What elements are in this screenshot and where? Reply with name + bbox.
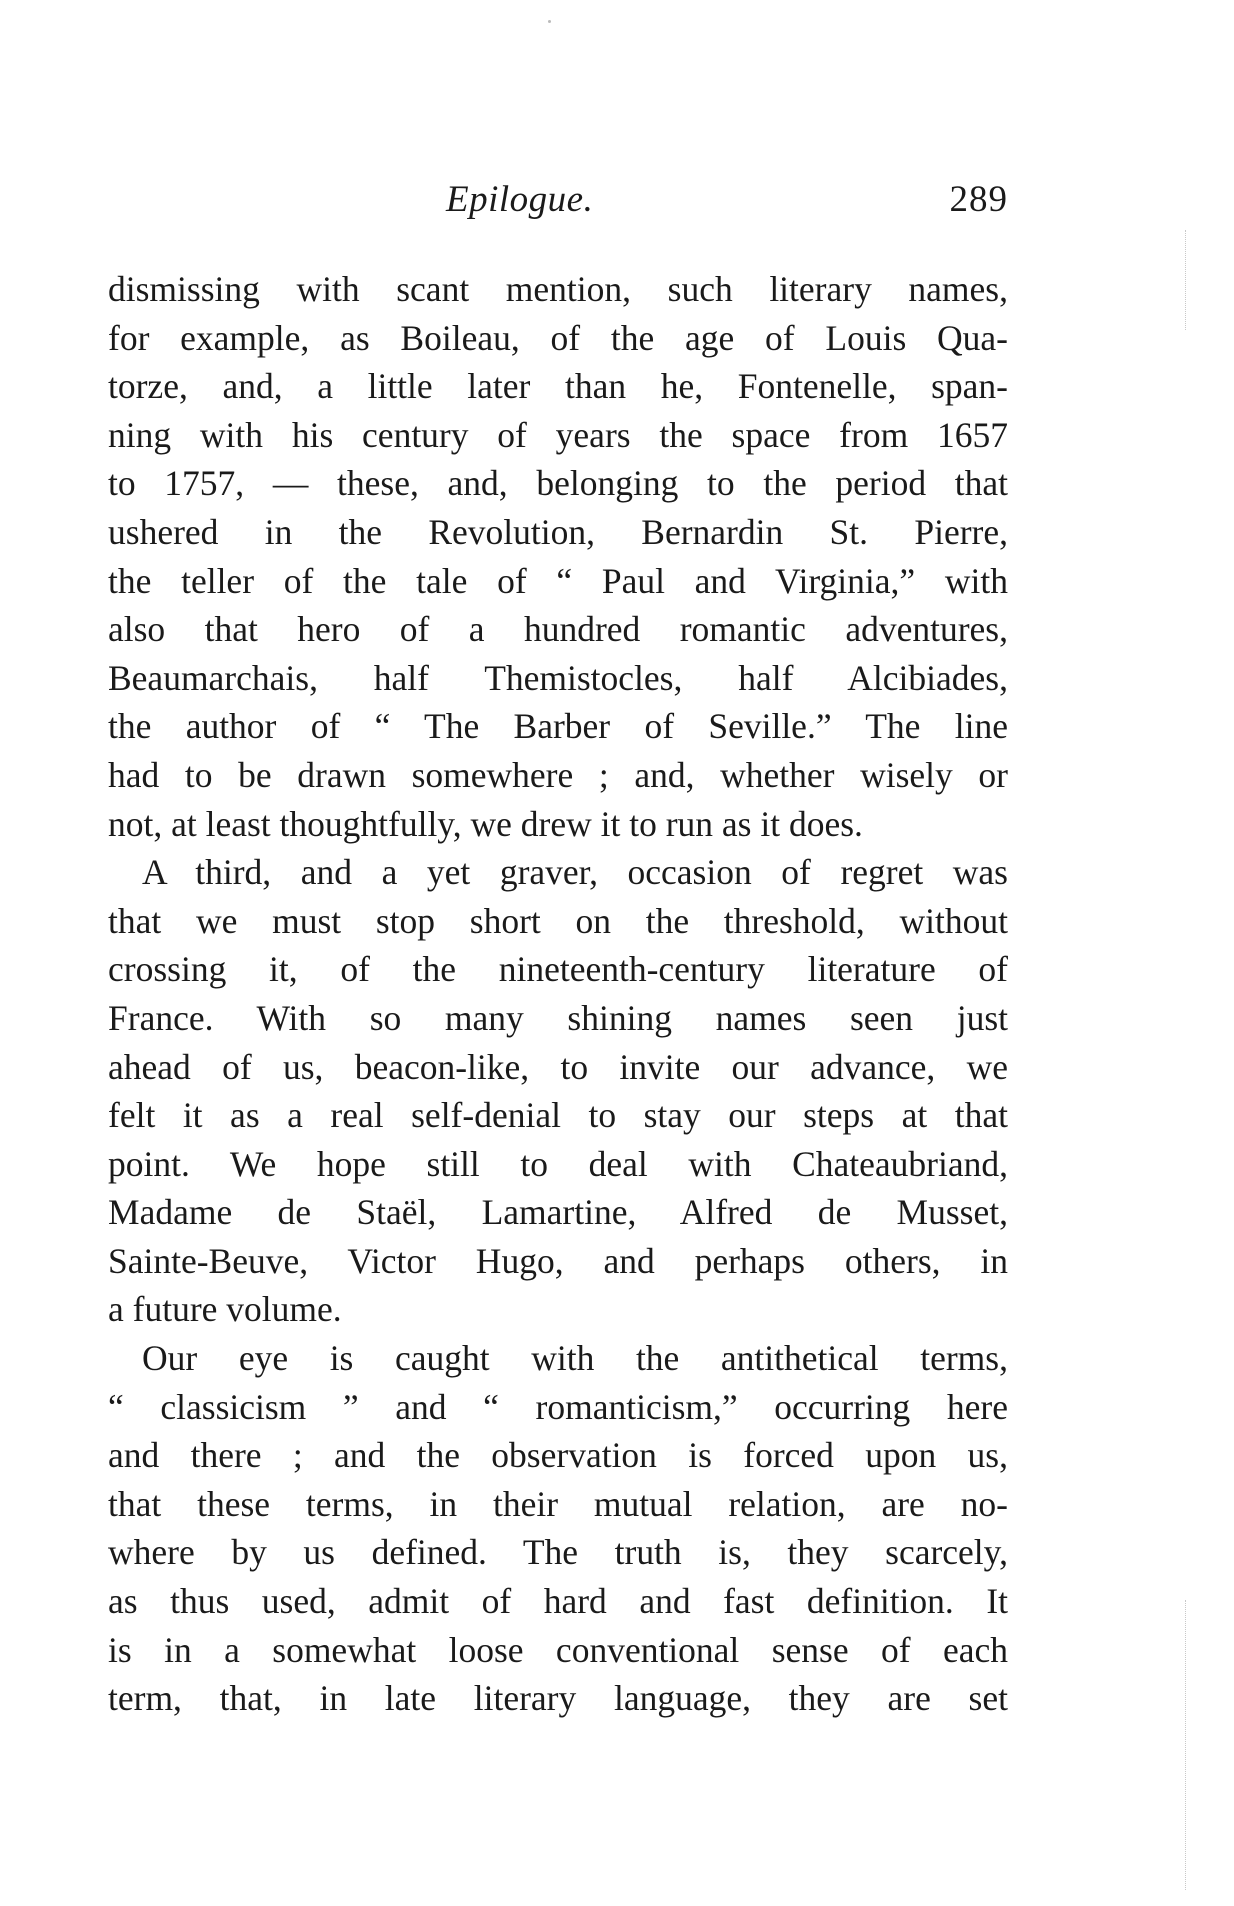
text-line: crossing it, of the nineteenth-century literature of (108, 949, 1008, 990)
text-line: is in a somewhat loose conventional sense of each (108, 1629, 1008, 1670)
text-line: a future volume. (108, 1289, 342, 1330)
text-line: and there ; and the observation is forced upon us, (108, 1435, 1008, 1476)
text-line: Sainte-Beuve, Victor Hugo, and perhaps others, in (108, 1240, 1008, 1281)
text-line: that these terms, in their mutual relation, are no- (108, 1483, 1008, 1524)
text-line: where by us defined. The truth is, they scarcely, (108, 1532, 1008, 1573)
paper-speck (548, 20, 551, 23)
text-line: the author of “ The Barber of Seville.” The line (108, 706, 1008, 747)
text-line: point. We hope still to deal with Chateaubriand, (108, 1143, 1008, 1184)
text-line: term, that, in late literary language, they are set (108, 1678, 1008, 1719)
text-line: that we must stop short on the threshold, without (108, 900, 1008, 941)
text-line: the teller of the tale of “ Paul and Virginia,” with (108, 560, 1008, 601)
text-line: France. With so many shining names seen just (108, 997, 1008, 1038)
page-number: 289 (949, 179, 1008, 220)
text-line: felt it as a real self-denial to stay our steps at that (108, 1095, 1008, 1136)
text-line: ushered in the Revolution, Bernardin St. Pierre, (108, 511, 1008, 552)
text-line: A third, and a yet graver, occasion of regret was (142, 852, 1008, 893)
text-line: for example, as Boileau, of the age of Louis Qua- (108, 317, 1008, 358)
text-line: ahead of us, beacon-like, to invite our advance, we (108, 1046, 1008, 1087)
text-line: not, at least thoughtfully, we drew it to run as it does. (108, 803, 863, 844)
page-edge-marks (1183, 1600, 1186, 1890)
text-line: “ classicism ” and “ romanticism,” occurring here (108, 1386, 1008, 1427)
text-line: Our eye is caught with the antithetical terms, (142, 1338, 1008, 1379)
page-edge-marks (1183, 230, 1186, 330)
text-line: to 1757, — these, and, belonging to the period that (108, 463, 1008, 504)
page-header (108, 178, 1008, 228)
running-title: Epilogue. (446, 179, 594, 220)
text-line: torze, and, a little later than he, Fontenelle, span- (108, 366, 1008, 407)
text-line: had to be drawn somewhere ; and, whether wisely or (108, 754, 1008, 795)
text-line: Beaumarchais, half Themistocles, half Alcibiades, (108, 657, 1008, 698)
text-line: Madame de Staël, Lamartine, Alfred de Musset, (108, 1192, 1008, 1233)
text-line: as thus used, admit of hard and fast definition. It (108, 1581, 1008, 1622)
text-line: ning with his century of years the space from 1657 (108, 414, 1008, 455)
text-line: dismissing with scant mention, such literary names, (108, 269, 1008, 309)
body-text (108, 265, 1008, 1723)
text-line: also that hero of a hundred romantic adventures, (108, 609, 1008, 650)
